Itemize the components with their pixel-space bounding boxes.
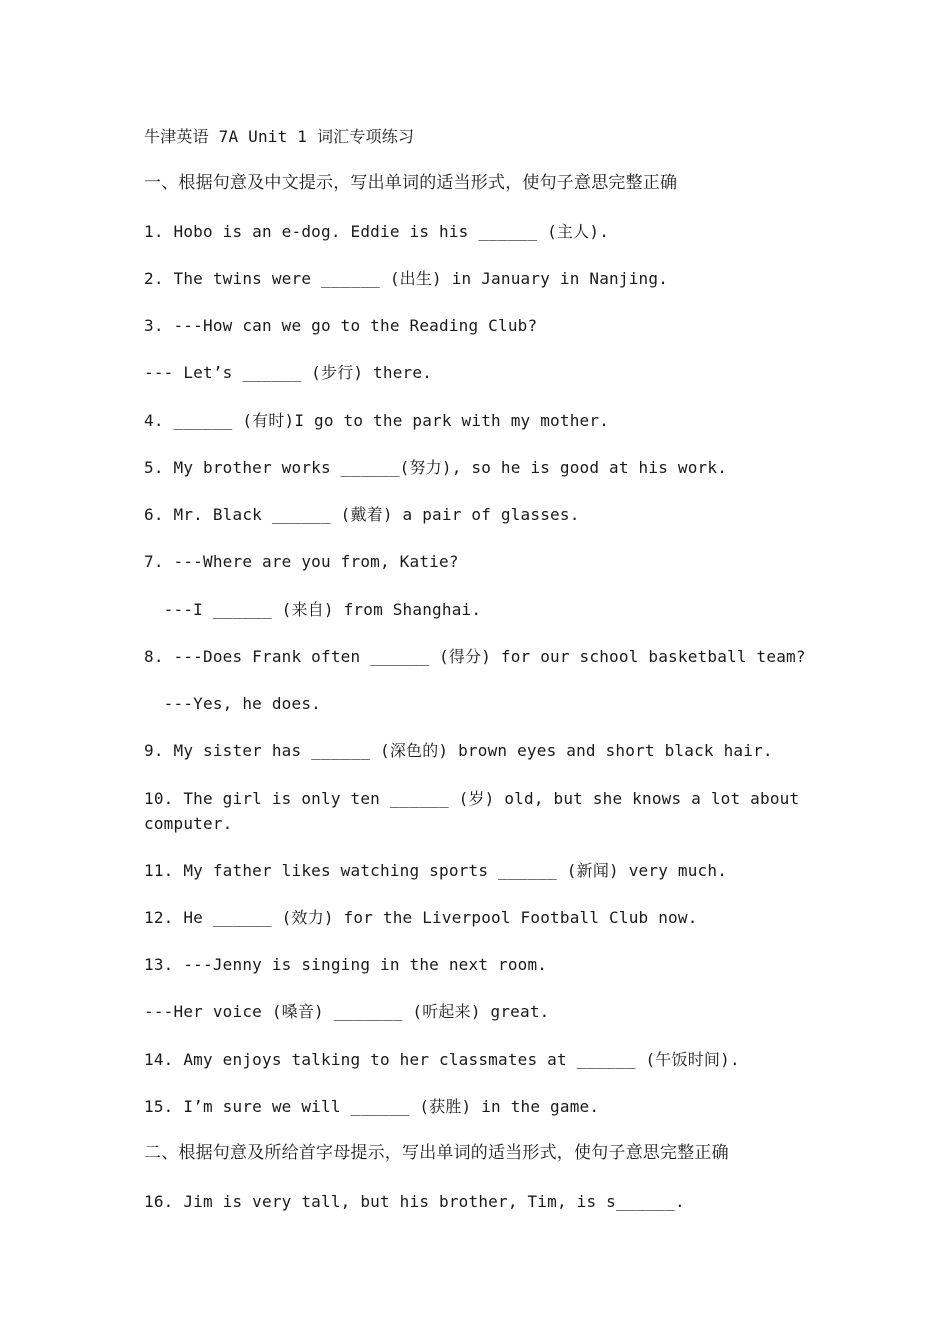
question-3-reply: --- Let’s ______ (步行) there. bbox=[144, 363, 433, 382]
question-15: 15. I’m sure we will ______ (获胜) in the game. bbox=[144, 1097, 600, 1116]
question-16: 16. Jim is very tall, but his brother, Tim, is s______. bbox=[144, 1192, 685, 1211]
question-7: 7. ---Where are you from, Katie? bbox=[144, 552, 459, 571]
question-1: 1. Hobo is an e-dog. Eddie is his ______ (主人). bbox=[144, 222, 610, 241]
document-title: 牛津英语 7A Unit 1 词汇专项练习 bbox=[144, 127, 415, 146]
question-11: 11. My father likes watching sports ______ (新闻) very much. bbox=[144, 861, 728, 880]
section-2-heading: 二、根据句意及所给首字母提示，写出单词的适当形式，使句子意思完整正确 bbox=[144, 1143, 729, 1163]
question-6: 6. Mr. Black ______ (戴着) a pair of glasses. bbox=[144, 505, 580, 524]
question-13-reply: ---Her voice (嗓音) _______ (听起来) great. bbox=[144, 1002, 550, 1021]
question-5: 5. My brother works ______(努力), so he is good at his work. bbox=[144, 458, 728, 477]
question-8-reply: ---Yes, he does. bbox=[144, 694, 321, 713]
question-8: 8. ---Does Frank often ______ (得分) for our school basketball team? bbox=[144, 647, 806, 666]
question-12: 12. He ______ (效力) for the Liverpool Football Club now. bbox=[144, 908, 698, 927]
section-1-heading: 一、根据句意及中文提示，写出单词的适当形式，使句子意思完整正确 bbox=[144, 173, 678, 193]
question-14: 14. Amy enjoys talking to her classmates at ______ (午饭时间). bbox=[144, 1050, 740, 1069]
question-10: 10. The girl is only ten ______ (岁) old, but she knows a lot about computer. bbox=[144, 789, 810, 833]
question-9: 9. My sister has ______ (深色的) brown eyes and short black hair. bbox=[144, 741, 773, 760]
question-2: 2. The twins were ______ (出生) in January in Nanjing. bbox=[144, 269, 669, 288]
question-7-reply: ---I ______ (来自) from Shanghai. bbox=[144, 600, 482, 619]
question-4: 4. ______ (有时)I go to the park with my mother. bbox=[144, 411, 610, 430]
question-13: 13. ---Jenny is singing in the next room. bbox=[144, 955, 548, 974]
question-3: 3. ---How can we go to the Reading Club? bbox=[144, 316, 538, 335]
